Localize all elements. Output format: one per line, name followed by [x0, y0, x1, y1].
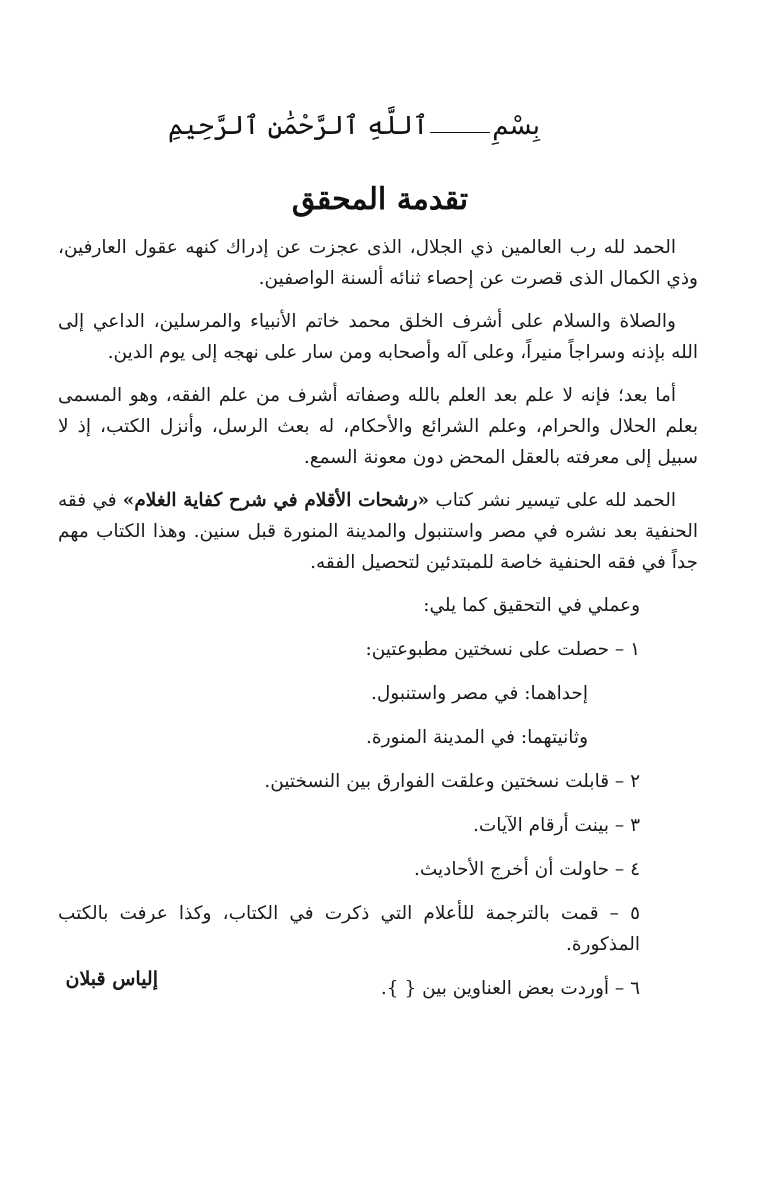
book-paragraph-after: في فقه الحنفية بعد نشره في مصر واستنبول والمدينة المنورة قبل سنين. وهذا الكتاب مهم جداً في فقه الحنفية خاصة للمبتدئين لتحصيل الفقه.: [58, 490, 698, 573]
list-item: ١ – حصلت على نسختين مطبوعتين:: [365, 639, 640, 660]
paragraph-praise: الحمد لله رب العالمين ذي الجلال، الذى عجزت عن إدراك كنهه عقول العارفين، وذي الكمال الذى قصرت عن إحصاء ثنائه ألسنة الواصفين.: [58, 237, 698, 289]
paragraph-salutation: والصلاة والسلام على أشرف الخلق محمد خاتم الأنبياء والمرسلين، الداعي إلى الله بإذنه وسراجاً منيراً، وعلى آله وأصحابه ومن سار على نهجه إلى يوم الدين.: [58, 311, 698, 363]
author-signature: إلياس قبلان: [65, 968, 158, 990]
list-item: ٤ – حاولت أن أخرج الأحاديث.: [413, 859, 640, 880]
basmala-kashida: [430, 122, 490, 133]
page-title: تقدمة المحقق: [291, 182, 469, 217]
list-item: إحداهما: في مصر واستنبول.: [370, 683, 588, 704]
list-item: وثانيتهما: في المدينة المنورة.: [366, 727, 588, 748]
list-item: ٥ – قمت بالترجمة للأعلام التي ذكرت في الكتاب، وكذا عرفت بالكتب المذكورة.: [58, 903, 640, 955]
list-item: ٣ – بينت أرقام الآيات.: [473, 815, 640, 836]
book-title: «رشحات الأقلام في شرح كفاية الغلام»: [122, 490, 430, 511]
paragraph-book: [58, 485, 698, 578]
list-item: ٢ – قابلت نسختين وعلقت الفوارق بين النسختين.: [264, 771, 640, 792]
paragraph-fiqh: أما بعد؛ فإنه لا علم بعد العلم بالله وصفاته أشرف من علم الفقه، وهو المسمى بعلم الحلال والحرام، وعلم الشرائع والأحكام، له بعث الرسل، وأنزل الكتب، إذ لا سبيل إلى معرفته بالعقل المحض دون معونة السمع.: [58, 385, 698, 468]
basmala-calligraphy: [167, 100, 540, 152]
book-paragraph-before: الحمد لله على تيسير نشر كتاب: [429, 490, 677, 511]
basmala-bism: بِسْمِ: [492, 111, 540, 141]
basmala-rest: ٱللَّهِ ٱلرَّحْمَٰنِ ٱلرَّحِيمِ: [167, 111, 429, 141]
document-body: [58, 232, 698, 1017]
method-list: [58, 590, 698, 1004]
method-intro: وعملي في التحقيق كما يلي:: [423, 595, 640, 616]
list-item: ٦ – أوردت بعض العناوين بين { }.: [380, 978, 640, 999]
